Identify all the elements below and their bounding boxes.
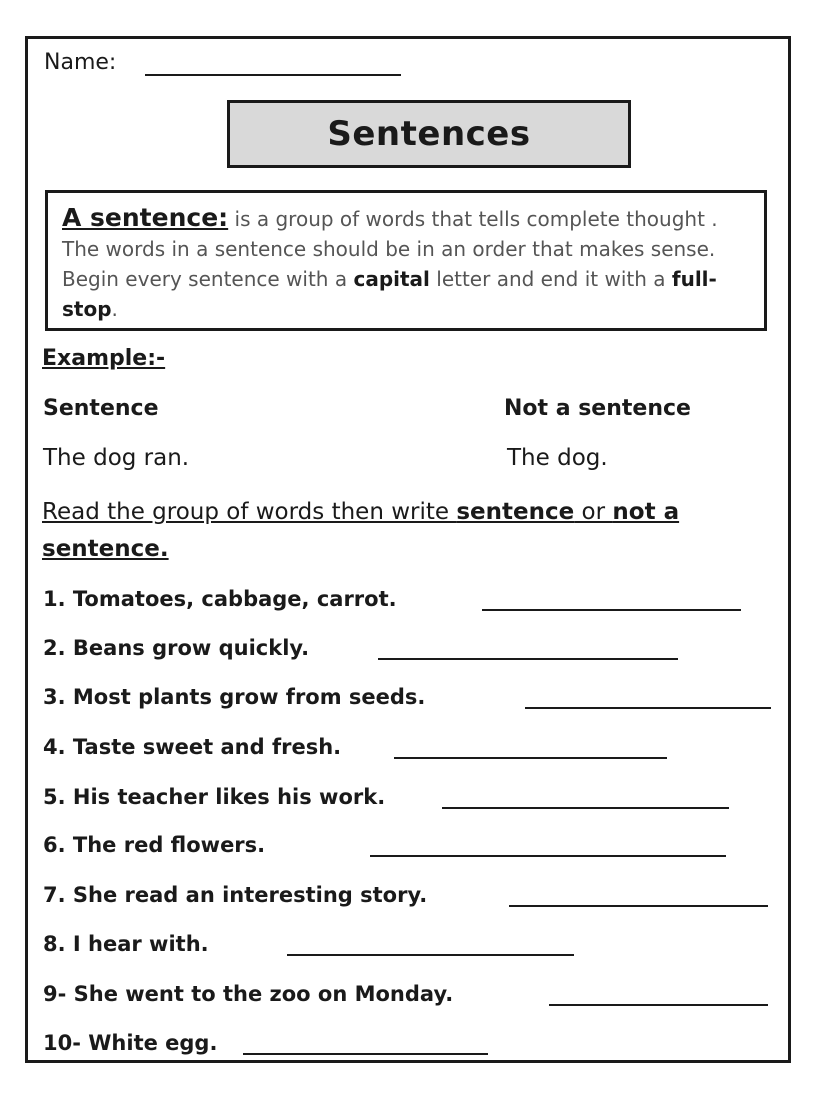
- definition-text: [62, 203, 752, 324]
- definition-box: [45, 190, 767, 331]
- answer-line-8[interactable]: [287, 954, 574, 956]
- answer-line-5[interactable]: [442, 807, 729, 809]
- definition-bold-capital: capital: [353, 267, 430, 291]
- answer-line-3[interactable]: [525, 707, 771, 709]
- instruction-part-2: or: [574, 499, 613, 525]
- name-answer-line[interactable]: [145, 74, 401, 76]
- answer-line-9[interactable]: [549, 1004, 768, 1006]
- answer-line-1[interactable]: [482, 609, 741, 611]
- definition-part-2: letter and end it with a: [429, 267, 672, 291]
- page-title: Sentences: [327, 114, 531, 154]
- definition-part-1: is a group of words that tells complete thought . The words in a sentence should be in an order that makes sense. Begin every sentence with a: [62, 207, 718, 291]
- question-10: 10- White egg.: [43, 1031, 218, 1055]
- definition-bold-full-stop: full-stop: [62, 267, 717, 321]
- answer-line-4[interactable]: [394, 757, 667, 759]
- question-8: 8. I hear with.: [43, 932, 209, 956]
- question-7: 7. She read an interesting story.: [43, 883, 428, 907]
- instruction-part-1: Read the group of words then write: [42, 499, 457, 525]
- definition-part-3: .: [111, 297, 118, 321]
- sentence-heading: Sentence: [43, 396, 159, 421]
- not-sentence-example: The dog.: [507, 445, 608, 471]
- not-sentence-heading: Not a sentence: [504, 396, 691, 421]
- question-3: 3. Most plants grow from seeds.: [43, 685, 426, 709]
- question-1: 1. Tomatoes, cabbage, carrot.: [43, 587, 397, 611]
- question-2: 2. Beans grow quickly.: [43, 636, 310, 660]
- instruction-text: [42, 494, 782, 568]
- title-box: [227, 100, 631, 168]
- answer-line-6[interactable]: [370, 855, 726, 857]
- question-4: 4. Taste sweet and fresh.: [43, 735, 342, 759]
- example-label: Example:-: [42, 346, 166, 371]
- answer-line-10[interactable]: [243, 1053, 488, 1055]
- name-label: Name:: [44, 50, 117, 75]
- question-5: 5. His teacher likes his work.: [43, 785, 386, 809]
- instruction-bold-not-a-sentence: not a sentence.: [42, 499, 680, 562]
- sentence-example: The dog ran.: [43, 445, 190, 471]
- answer-line-2[interactable]: [378, 658, 678, 660]
- instruction-bold-sentence: sentence: [456, 499, 575, 525]
- answer-line-7[interactable]: [509, 905, 768, 907]
- question-9: 9- She went to the zoo on Monday.: [43, 982, 454, 1006]
- question-6: 6. The red flowers.: [43, 833, 266, 857]
- definition-term: A sentence:: [62, 203, 229, 232]
